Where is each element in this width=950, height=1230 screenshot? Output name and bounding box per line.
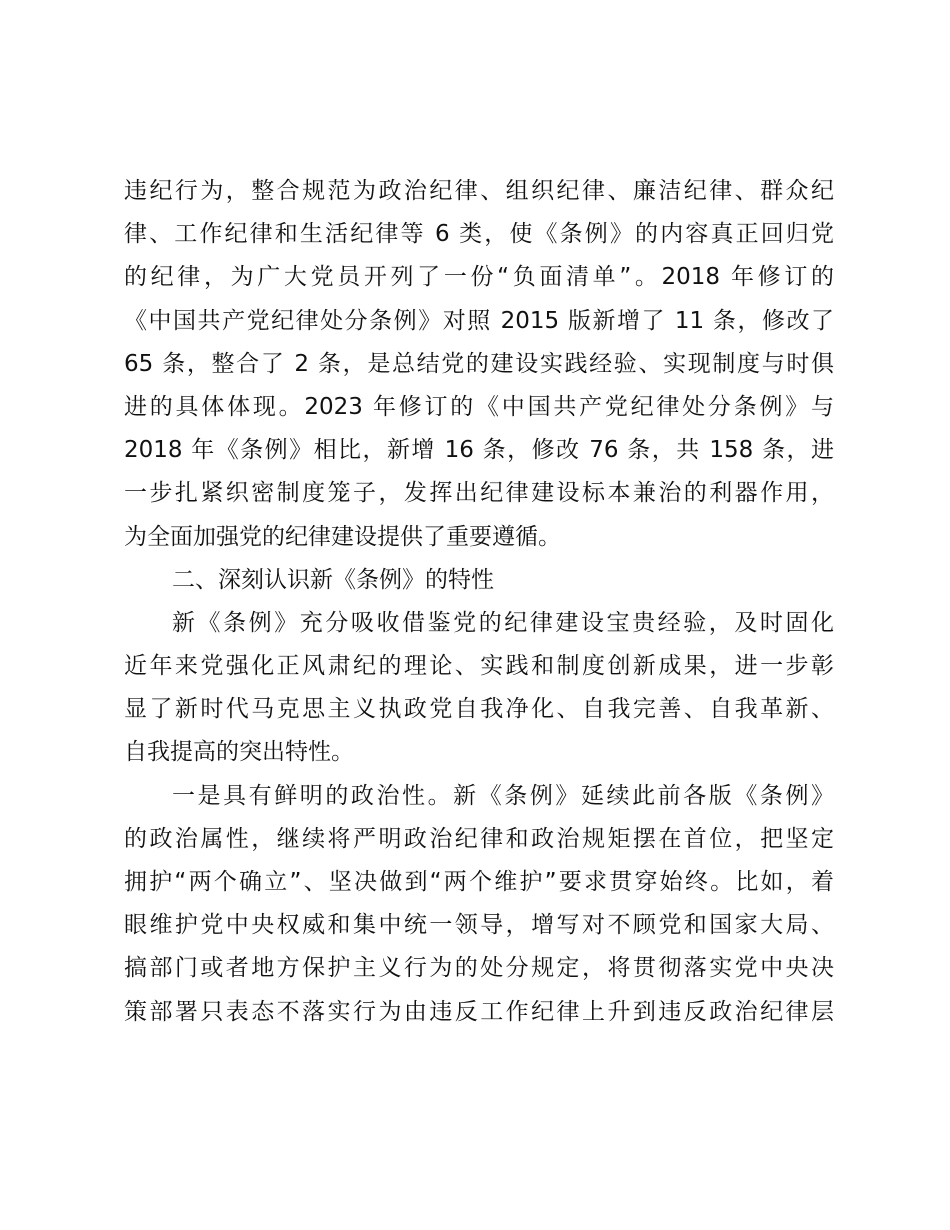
paragraph-characteristics-intro — [124, 602, 834, 775]
text-line: 的政治属性，继续将严明政治纪律和政治规矩摆在首位，把坚定 — [124, 825, 834, 852]
text-line: 一步扎紧织密制度笼子，发挥出纪律建设标本兼治的利器作用， — [124, 480, 834, 507]
text-line: 律、工作纪律和生活纪律等 6 类，使《条例》的内容真正回归党 — [124, 221, 834, 248]
text-line: 眼维护党中央权威和集中统一领导，增写对不顾党和国家大局、 — [124, 912, 834, 939]
document-body — [124, 170, 834, 1034]
text-line: 新《条例》充分吸收借鉴党的纪律建设宝贵经验，及时固化 — [172, 609, 834, 636]
text-line: 策部署只表态不落实行为由违反工作纪律上升到违反政治纪律层 — [124, 998, 834, 1025]
text-line: 搞部门或者地方保护主义行为的处分规定，将贯彻落实党中央决 — [124, 955, 834, 982]
paragraph-amendment-history — [124, 170, 834, 559]
text-line: 的纪律，为广大党员开列了一份“负面清单”。2018 年修订的 — [124, 264, 834, 291]
text-line: 拥护“两个确立”、坚决做到“两个维护”要求贯穿始终。比如，着 — [124, 869, 834, 895]
text-line: 一是具有鲜明的政治性。新《条例》延续此前各版《条例》 — [172, 782, 834, 809]
text-line: 65 条，整合了 2 条，是总结党的建设实践经验、实现制度与时俱 — [124, 350, 834, 377]
section-heading — [124, 559, 834, 602]
heading-text: 二、深刻认识新《条例》的特性 — [172, 566, 494, 593]
text-line: 自我提高的突出特性。 — [124, 739, 354, 766]
text-line: 违纪行为，整合规范为政治纪律、组织纪律、廉洁纪律、群众纪 — [124, 178, 834, 204]
text-line: 为全面加强党的纪律建设提供了重要遵循。 — [124, 523, 561, 550]
text-line: 近年来党强化正风肃纪的理论、实践和制度创新成果，进一步彰 — [124, 653, 834, 680]
text-line: 2018 年《条例》相比，新增 16 条，修改 76 条，共 158 条，进 — [124, 437, 834, 464]
text-line: 《中国共产党纪律处分条例》对照 2015 版新增了 11 条，修改了 — [124, 307, 834, 334]
paragraph-political-nature — [124, 775, 834, 1034]
text-line: 显了新时代马克思主义执政党自我净化、自我完善、自我革新、 — [124, 696, 834, 723]
text-line: 进的具体体现。2023 年修订的《中国共产党纪律处分条例》与 — [124, 393, 834, 420]
